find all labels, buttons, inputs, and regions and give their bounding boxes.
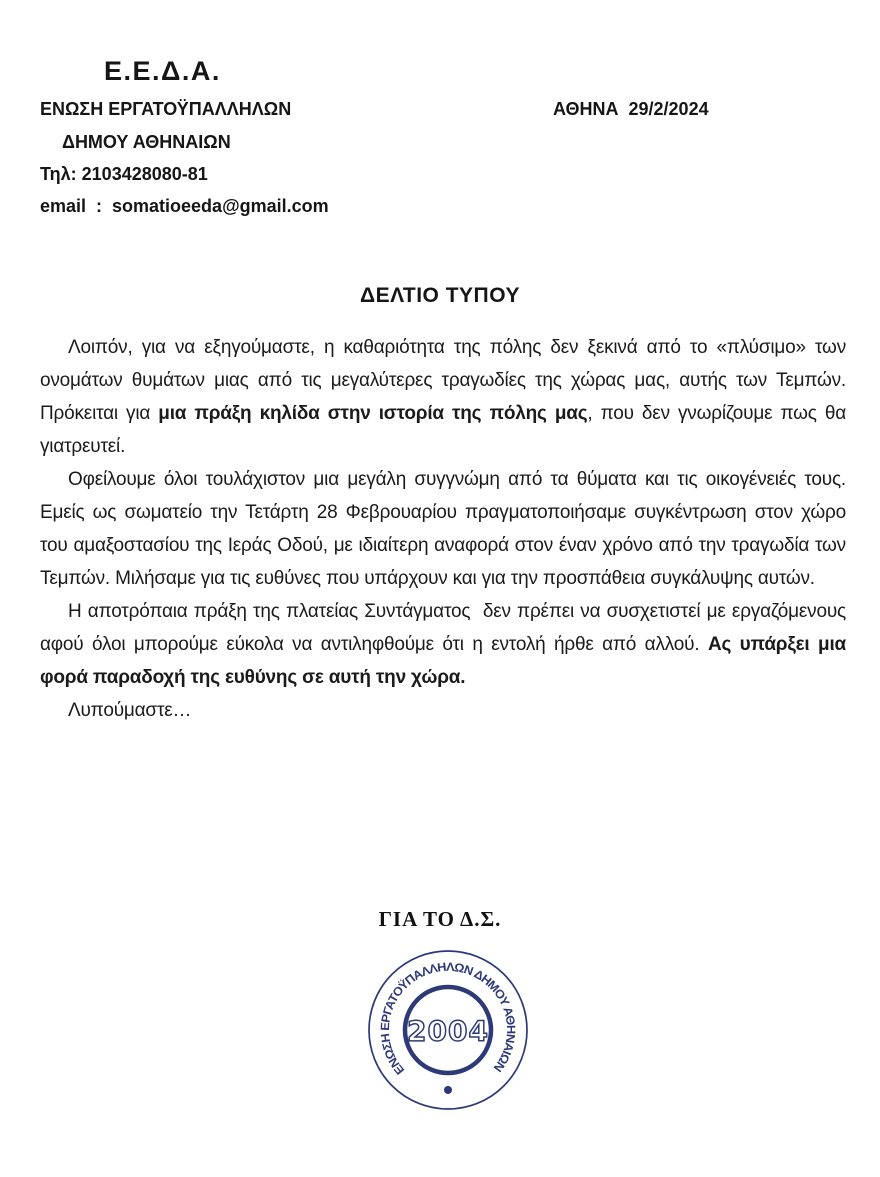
stamp-ring-textpath: ΕΝΩΣΗ ΕΡΓΑΤΟΫΠΑΛΛΗΛΩΝ ΔΗΜΟΥ ΑΘΗΝΑΙΩΝ [377,959,519,1078]
signoff-for-the-board: ΓΙΑ ΤΟ Δ.Σ. [378,907,502,931]
phone-line: Τηλ: 2103428080-81 [40,164,208,184]
org-abbreviation: Ε.Ε.Δ.Α. [104,56,221,86]
email-line: email : somatioeeda@gmail.com [40,196,329,216]
stamp-bottom-dot [444,1086,452,1094]
dateline: ΑΘΗΝΑ 29/2/2024 [553,99,709,119]
paragraph-4: Λυπούμαστε… [68,700,192,721]
paragraph-3-bold-text: Ας υπάρξει μια φορά παραδοχή της ευθύνης σε αυτή την χώρα. [40,634,847,688]
paragraph-1 [40,331,846,463]
org-name-line2: ΔΗΜΟΥ ΑΘΗΝΑΙΩΝ [62,132,231,152]
stamp-year-text: 2004 [407,1014,489,1048]
paragraph-2: Οφείλουμε όλοι τουλάχιστον μια μεγάλη συγγνώμη από τα θύματα και τις οικογένειές τους. Εμείς ως σωματείο την Τετάρτη 28 Φεβρουαρίου πραγματοποιήσαμε συγκέντρωση στον χώρο του αμαξοστασίου της Ιεράς Οδού, με ιδιαίτερη αναφορά στον έναν χρόνο από την τραγωδία των Τεμπών. Μιλήσαμε για τις ευθύνες που υπάρχουν και για την προσπάθεια συγκάλυψης αυτών. [40,469,846,589]
document-body [40,331,846,727]
organization-stamp-icon [358,940,538,1120]
paragraph-3-text: Η αποτρόπαια πράξη της πλατείας Συντάγματος δεν πρέπει να συσχετιστεί με εργαζόμενους αφού όλοι μπορούμε εύκολα να αντιληφθούμε ότι η εντολή ήρθε από αλλού. [40,601,846,655]
paragraph-3 [40,595,846,694]
press-release-title: ΔΕΛΤΙΟ ΤΥΠΟΥ [360,284,520,307]
org-name-line1: ΕΝΩΣΗ ΕΡΓΑΤΟΫΠΑΛΛΗΛΩΝ [40,99,292,119]
paragraph-1-bold-text: μια πράξη κηλίδα στην ιστορία της πόλης μας [158,403,588,424]
paragraph-1-text-end: , που δεν γνωρίζουμε πως θα γιατρευτεί. [40,403,846,457]
paragraph-1-text: Λοιπόν, για να εξηγούμαστε, η καθαριότητα της πόλης δεν ξεκινά από το «πλύσιμο» των ονομάτων θυμάτων μιας από τις μεγαλύτερες τραγωδίες της χώρας μας, αυτής των Τεμπών. Πρόκειται για [40,337,846,424]
